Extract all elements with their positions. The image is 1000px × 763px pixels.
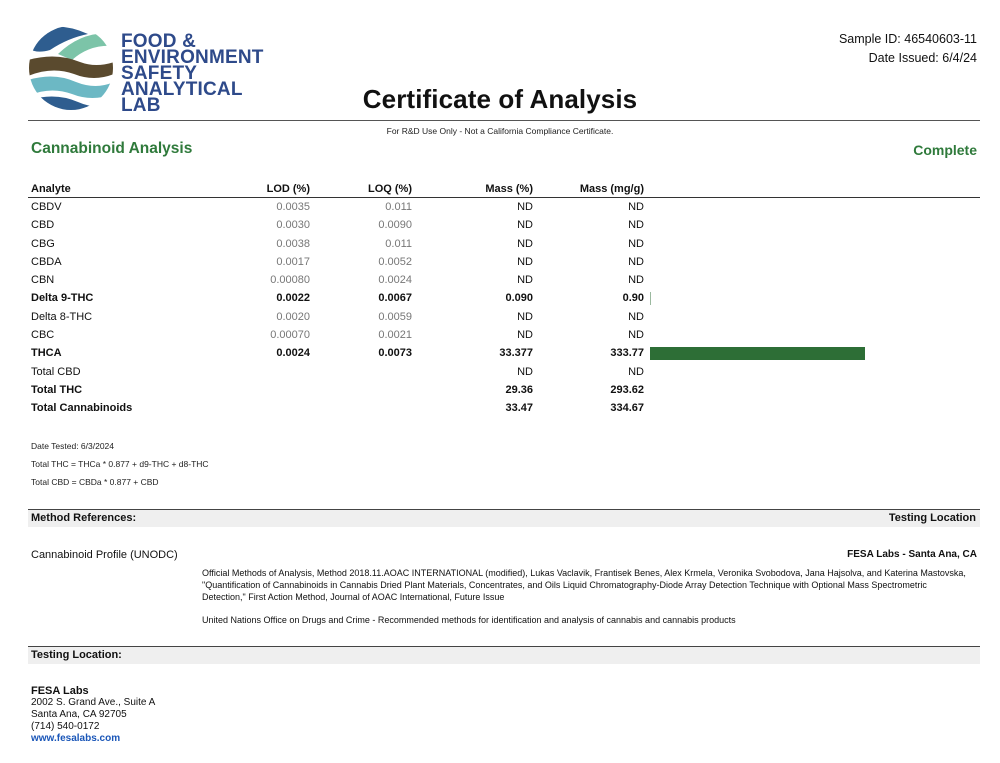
table-row xyxy=(28,326,980,344)
lod-cell: 0.0017 xyxy=(276,255,310,268)
logo-line-4: ANALYTICAL LAB xyxy=(121,79,243,116)
lod-cell: 0.00080 xyxy=(270,274,310,287)
page-title: Certificate of Analysis xyxy=(362,84,638,114)
table-body xyxy=(28,198,980,418)
mass-mg-cell: ND xyxy=(628,329,644,342)
table-row xyxy=(28,216,980,234)
loq-cell: 0.011 xyxy=(385,237,412,250)
mass-pct-cell: ND xyxy=(517,329,533,342)
mass-pct-cell: ND xyxy=(517,365,533,378)
lod-cell: 0.00070 xyxy=(270,329,310,342)
logo-line-3: SAFETY xyxy=(121,63,198,84)
mass-mg-cell: 0.90 xyxy=(622,292,644,305)
analyte-cell: Total CBD xyxy=(31,365,81,378)
lod-cell: 0.0038 xyxy=(276,237,310,250)
table-row xyxy=(28,198,980,216)
analyte-cell: Delta 8-THC xyxy=(31,310,93,323)
lab-city: Santa Ana, CA 92705 xyxy=(31,709,127,720)
table-row xyxy=(28,289,980,307)
analyte-cell: Total THC xyxy=(31,383,83,396)
col-lod: LOD (%) xyxy=(266,183,310,195)
total-thc-formula: Total THC = THCa * 0.877 + d9-THC + d8-THC xyxy=(31,459,209,469)
loq-cell: 0.0052 xyxy=(378,255,412,268)
mass-mg-cell: 333.77 xyxy=(610,347,644,360)
lab-street: 2002 S. Grand Ave., Suite A xyxy=(31,697,156,708)
mass-pct-cell: ND xyxy=(517,237,533,250)
mass-pct-cell: ND xyxy=(517,219,533,232)
mass-mg-cell: 293.62 xyxy=(610,383,644,396)
testing-location-header: Testing Location xyxy=(888,512,976,524)
loq-cell: 0.0024 xyxy=(378,274,412,287)
mass-bar xyxy=(650,292,651,305)
mass-mg-cell: ND xyxy=(628,274,644,287)
mass-pct-cell: 33.377 xyxy=(499,347,533,360)
analyte-cell: THCA xyxy=(31,347,62,360)
cannabinoid-table xyxy=(28,180,980,418)
section-title: Cannabinoid Analysis xyxy=(31,140,193,157)
table-row xyxy=(28,308,980,326)
loq-cell: 0.0067 xyxy=(378,292,412,305)
mass-pct-cell: ND xyxy=(517,310,533,323)
lod-cell: 0.0020 xyxy=(276,310,310,323)
table-header xyxy=(28,180,980,198)
mass-pct-cell: 33.47 xyxy=(505,402,533,415)
col-mass-pct: Mass (%) xyxy=(485,183,533,195)
mass-pct-cell: ND xyxy=(517,201,533,213)
logo-line-1: FOOD & xyxy=(121,31,197,52)
date-issued: Date Issued: 6/4/24 xyxy=(868,51,977,65)
lod-cell: 0.0035 xyxy=(276,201,310,213)
sample-id: Sample ID: 46540603-11 xyxy=(838,32,977,46)
analyte-cell: CBN xyxy=(31,274,55,287)
mass-mg-cell: ND xyxy=(628,365,644,378)
disclaimer: For R&D Use Only - Not a California Compliance Certificate. xyxy=(386,126,614,136)
analyte-cell: CBDA xyxy=(31,255,62,268)
col-analyte: Analyte xyxy=(31,183,71,195)
analyte-cell: CBG xyxy=(31,237,55,250)
testing-location-label: Testing Location: xyxy=(31,649,122,661)
analyte-cell: CBD xyxy=(31,219,55,232)
table-row xyxy=(28,253,980,271)
mass-mg-cell: ND xyxy=(628,237,644,250)
loq-cell: 0.011 xyxy=(385,201,412,213)
lab-address xyxy=(31,685,155,745)
method-name: Cannabinoid Profile (UNODC) xyxy=(31,549,178,561)
mass-bar xyxy=(650,347,865,360)
loq-cell: 0.0073 xyxy=(378,347,412,360)
col-loq: LOQ (%) xyxy=(368,183,412,195)
analyte-cell: Delta 9-THC xyxy=(31,292,94,305)
mass-pct-cell: ND xyxy=(517,255,533,268)
loq-cell: 0.0059 xyxy=(378,310,412,323)
lab-website-link[interactable]: www.fesalabs.com xyxy=(31,733,121,744)
logo-line-2: ENVIRONMENT xyxy=(121,47,264,68)
loq-cell: 0.0021 xyxy=(378,329,412,342)
total-cbd-formula: Total CBD = CBDa * 0.877 + CBD xyxy=(31,477,159,487)
analyte-cell: CBDV xyxy=(31,201,62,213)
lod-cell: 0.0030 xyxy=(276,219,310,232)
status-badge: Complete xyxy=(913,142,977,158)
mass-pct-cell: 29.36 xyxy=(505,383,533,396)
header-divider xyxy=(28,120,980,121)
table-row xyxy=(28,399,980,417)
method-references-band xyxy=(28,509,980,527)
method-location: FESA Labs - Santa Ana, CA xyxy=(847,549,977,560)
testing-location-band xyxy=(28,646,980,664)
reference-unodc: United Nations Office on Drugs and Crime - Recommended methods for identification and analysis of cannabis and cannabis products xyxy=(202,615,736,625)
mass-mg-cell: ND xyxy=(628,201,644,213)
sample-info xyxy=(839,30,977,68)
mass-pct-cell: 0.090 xyxy=(505,292,533,305)
analyte-cell: CBC xyxy=(31,329,55,342)
lab-name: FESA Labs xyxy=(31,685,89,697)
date-tested: Date Tested: 6/3/2024 xyxy=(31,441,115,451)
table-row xyxy=(28,363,980,381)
table-row xyxy=(28,271,980,289)
method-references-label: Method References: xyxy=(31,512,137,524)
mass-mg-cell: 334.67 xyxy=(610,402,644,415)
table-row xyxy=(28,344,980,362)
analyte-cell: Total Cannabinoids xyxy=(31,402,133,415)
mass-mg-cell: ND xyxy=(628,310,644,323)
mass-mg-cell: ND xyxy=(628,219,644,232)
lab-phone: (714) 540-0172 xyxy=(31,721,100,732)
col-mass-mg: Mass (mg/g) xyxy=(579,183,644,195)
mass-pct-cell: ND xyxy=(517,274,533,287)
mass-mg-cell: ND xyxy=(628,255,644,268)
loq-cell: 0.0090 xyxy=(378,219,412,232)
table-row xyxy=(28,235,980,253)
reference-aoac: Official Methods of Analysis, Method 2018.11.AOAC INTERNATIONAL (modified), Lukas Vaclavik, Frantisek Benes, Alex Krmela, Veronika Svobodova, Jana Hajsolva, and Katerina Mastovska, "Quantification of Cannabinoids in Cannabis Dried Plant Materials, Concentrates, and Oils Liquid Chromatography-Diode Array Detection Technique with Optional Mass Spectrometric Detection," First Action Method, Journal of AOAC International, Future Issue xyxy=(202,568,966,602)
lod-cell: 0.0022 xyxy=(276,292,310,305)
lod-cell: 0.0024 xyxy=(276,347,310,360)
table-row xyxy=(28,381,980,399)
